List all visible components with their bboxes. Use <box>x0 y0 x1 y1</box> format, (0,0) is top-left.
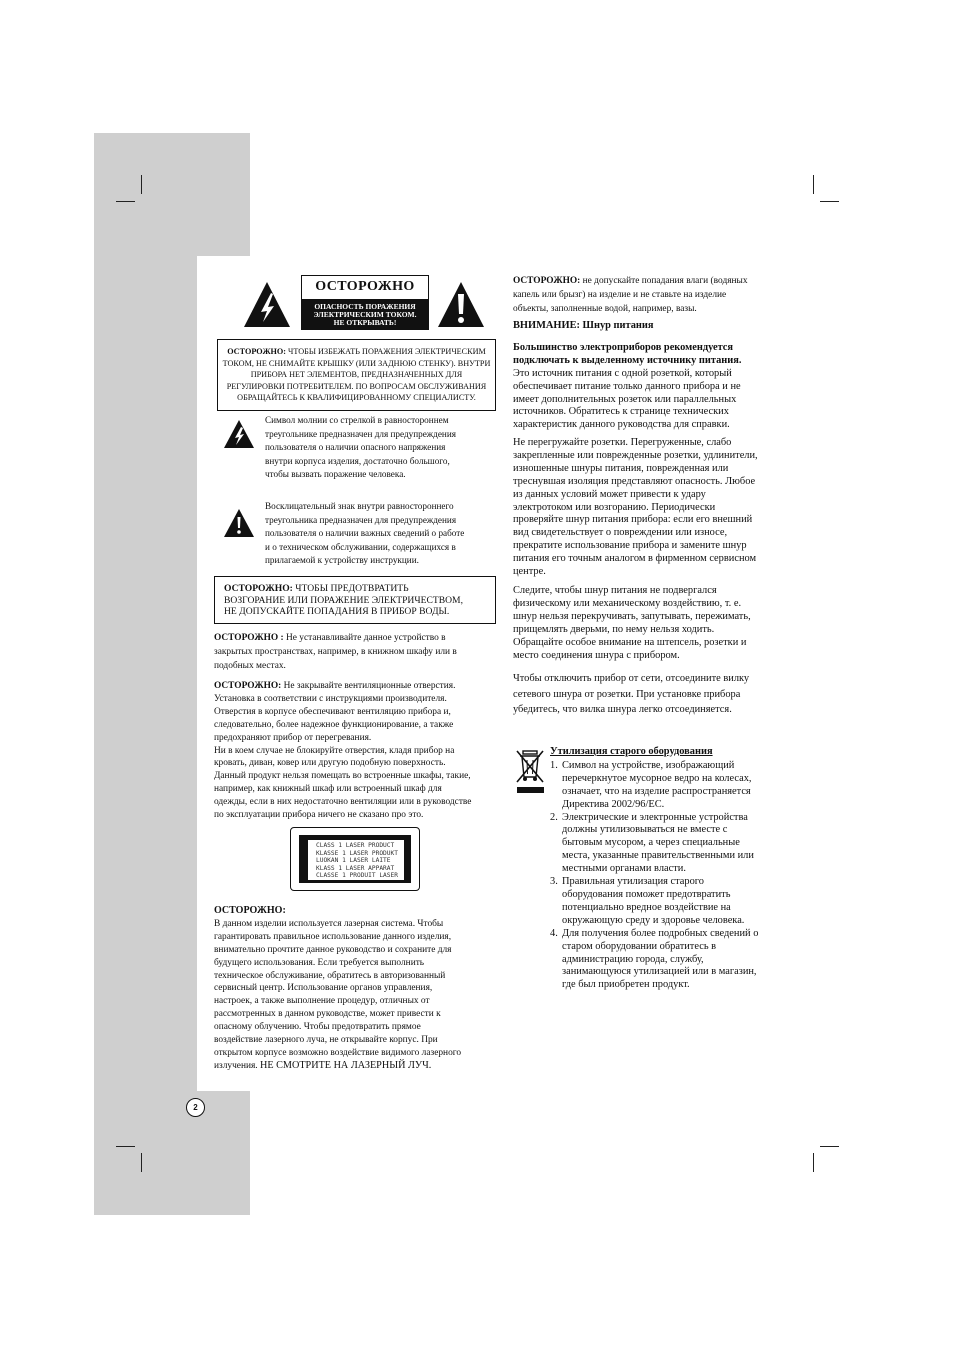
text-line: изношенные шнуры питания, поврежденная или <box>513 462 729 474</box>
list-number: 2. <box>550 811 558 823</box>
lightning-symbol-text <box>265 414 501 482</box>
text-line: потенциально вредное воздействие на <box>562 901 731 913</box>
text-line: Отверстия в корпусе обеспечивают вентиляцию прибора и, <box>214 706 451 717</box>
laser-line: KLASSE 1 LASER PRODUKT <box>316 849 398 857</box>
warning-line: ТОКОМ, НЕ СНИМАЙТЕ КРЫШКУ (ИЛИ ЗАДНЮЮ СТЕНКУ). ВНУТРИ <box>222 358 491 368</box>
text-line: Обращайте особое внимание на штепсель, розетки и <box>513 636 747 648</box>
text-line: должны утилизовываться не вместе с <box>562 824 728 836</box>
text-line: места, указанные правительственными или <box>562 850 754 862</box>
ventilation-paragraph <box>214 680 504 822</box>
text-line: Не перегружайте розетки. Перегруженные, слабо <box>513 437 732 448</box>
text-line: вид свидетельствует о повреждении или износе, <box>513 527 728 539</box>
text-line: электротоком или возгоранию. Периодически <box>513 501 716 513</box>
text-line: внутри корпуса изделия, достаточно большого, <box>265 455 450 466</box>
crop-mark <box>813 175 814 194</box>
lightning-symbol-icon <box>223 419 255 449</box>
warning-line: НЕ ДОПУСКАЙТЕ ПОПАДАНИЯ В ПРИБОР ВОДЫ. <box>224 606 450 617</box>
list-item <box>550 876 800 928</box>
text-line: например, как книжный шкаф или встроенный шкаф для <box>214 784 442 795</box>
text-line: занимающуюся утилизацией или в магазин, <box>562 966 757 978</box>
text-line: предохраняют прибор от перегревания. <box>214 732 372 743</box>
text-line: открытом корпусе возможно воздействие видимого лазерного <box>214 1047 462 1058</box>
text-line: чтобы вызвать поражение человека. <box>265 469 406 480</box>
text-line: Директива 2002/96/EC. <box>562 798 665 810</box>
power-cord-heading: ВНИМАНИЕ: Шнур питания <box>513 320 654 331</box>
text-line: администрацию города, службу, <box>562 953 704 965</box>
text-line: будущего использования. Если требуется выполнить <box>214 957 425 968</box>
lightning-triangle-icon <box>242 280 292 330</box>
laser-warning-paragraph <box>214 905 506 1073</box>
text-line: треснувшая изоляция представляют опасность. Любое <box>513 475 756 487</box>
page-number: 2 <box>186 1098 205 1117</box>
text-line: по эксплуатации прибора ничего не сказано про это. <box>214 810 424 821</box>
text-line: Не закрывайте вентиляционные отверстия. <box>281 681 456 691</box>
text-line: Это источник питания с одной розеткой, который <box>513 367 732 379</box>
text-line: окружающую среду и здоровье человека. <box>562 914 745 926</box>
text-line: физическому или механическому воздействию, т. е. <box>513 597 742 609</box>
list-number: 1. <box>550 759 558 771</box>
caution-subtext <box>302 299 428 329</box>
caution-label <box>301 275 429 330</box>
paragraph-lead: ОСТОРОЖНО: <box>513 276 581 286</box>
text-line: питания его точным аналогом в фирменном сервисном <box>513 553 757 565</box>
text-line: центре. <box>513 566 546 578</box>
text-line: обеспечивает питание только данного прибора и не <box>513 380 741 392</box>
disposal-section <box>550 746 800 992</box>
text-line: Ни в коем случае не блокируйте отверстия, кладя прибор на <box>214 745 455 756</box>
laser-line: CLASS 1 LASER PRODUCT <box>316 842 395 849</box>
text-line: прилагаемой к устройству инструкции. <box>265 555 419 566</box>
text-line: треугольника предназначен для предупреждения <box>265 514 457 525</box>
disposal-heading: Утилизация старого оборудования <box>550 746 713 757</box>
text-line: оборудования поможет предотвратить <box>562 888 731 900</box>
text-line: Данный продукт нельзя помещать во встроенные шкафы, такие, <box>214 771 471 782</box>
paragraph-lead: ОСТОРОЖНО: <box>214 681 282 691</box>
crop-mark <box>820 1146 839 1147</box>
fire-warning-box <box>214 576 496 624</box>
list-item <box>550 760 800 812</box>
warning-line: ПРИБОРА НЕТ ЭЛЕМЕНТОВ, ПРЕДНАЗНАЧЕННЫХ ДЛЯ <box>250 370 463 380</box>
laser-label-text <box>308 840 404 880</box>
text-line: и о техническом обслуживании, содержащихся в <box>265 541 456 552</box>
crossed-bin-icon <box>514 748 546 796</box>
text-line: прищемлять дверьми, по нему нельзя ходить. <box>513 623 715 635</box>
list-number: 4. <box>550 927 558 939</box>
text-line: Восклицательный знак внутри равностороннего <box>265 501 454 511</box>
text-line: убедитесь, что вилка шнура легко отсоединяется. <box>513 704 732 716</box>
exclamation-symbol-text <box>265 500 501 568</box>
laser-line: KLASS 1 LASER APPARAT <box>316 864 395 872</box>
crop-mark <box>813 1153 814 1172</box>
text-line: Для получения более подробных сведений о <box>562 927 759 939</box>
text-line: имеет дополнительных розеток или параллельных <box>513 393 737 405</box>
text-line: капель или брызг) на изделие и не ставьте на изделие <box>513 290 727 300</box>
power-cord-section <box>513 320 803 432</box>
text-line: пользователя о наличии важных сведений о работе <box>265 528 465 539</box>
crop-mark <box>141 175 142 194</box>
text-line: Следите, чтобы шнур питания не подвергался <box>513 585 717 596</box>
text-line: Электрические и электронные устройства <box>562 811 748 823</box>
text-line: из данных условий может привести к удару <box>513 488 706 500</box>
text-line: Правильная утилизация старого <box>562 876 704 888</box>
text-line: одежды, если в них недостаточно вентиляции или в руководстве <box>214 797 472 808</box>
text-line: воздействие лазерного луча, не открывайте корпус. При <box>214 1035 438 1046</box>
text-line: подобных местах. <box>214 661 286 671</box>
text-line: Не устанавливайте данное устройство в <box>283 633 446 643</box>
text-line: не допускайте попадания влаги (водяных <box>580 276 748 286</box>
text-line: Символ на устройстве, изображающий <box>562 759 735 771</box>
moisture-paragraph <box>513 274 803 316</box>
text-line: кровать, диван, ковер или другую подобную поверхность. <box>214 758 446 769</box>
warning-line: ЧТОБЫ ПРЕДОТВРАТИТЬ <box>292 583 409 594</box>
text-line: место соединения шнура с прибором. <box>513 649 680 661</box>
text-line: внимательно прочтите данное руководство и сохраните для <box>214 944 452 955</box>
disconnect-paragraph <box>513 671 803 718</box>
text-line: пользователя о наличии опасного напряжения <box>265 442 446 453</box>
text-line: рассмотренных в данном руководстве, может привести к <box>214 1009 441 1020</box>
closed-space-paragraph <box>214 631 504 673</box>
shock-warning-box <box>217 339 496 411</box>
crop-mark <box>141 1153 142 1172</box>
crop-mark <box>820 201 839 202</box>
text-line: характеристик данного руководства для справки. <box>513 419 730 431</box>
text-line: Чтобы отключить прибор от сети, отсоедините вилку <box>513 673 750 684</box>
exclamation-triangle-icon <box>436 280 486 330</box>
text-line: шнур нельзя перекручивать, запутывать, пережимать, <box>513 610 751 622</box>
text-line: старом оборудовании обратитесь в <box>562 940 717 952</box>
text-line: сетевого шнура от розетки. При установке прибора <box>513 688 741 700</box>
text-line: излучения. <box>214 1060 260 1071</box>
bold-line: Большинство электроприборов рекомендуется <box>513 341 734 353</box>
list-number: 3. <box>550 876 558 888</box>
text-line: проверяйте шнур питания прибора: если его внешний <box>513 514 753 526</box>
bold-line: подключать к выделенному источнику питания. <box>513 354 742 366</box>
text-line: объекты, заполненные водой, например, вазы. <box>513 304 697 314</box>
text-line: прекратите использование прибора и замените шнур <box>513 540 747 552</box>
warning-line: ЧТОБЫ ИЗБЕЖАТЬ ПОРАЖЕНИЯ ЭЛЕКТРИЧЕСКИМ <box>286 347 486 356</box>
text-line: Символ молнии со стрелкой в равностороннем <box>265 415 449 425</box>
text-line: треугольнике предназначен для предупреждения <box>265 428 456 439</box>
list-item <box>550 928 800 993</box>
cord-protect-paragraph <box>513 585 803 662</box>
laser-line: CLASSE 1 PRODUIT LASER <box>316 872 398 880</box>
caution-title: ОСТОРОЖНО <box>315 279 415 294</box>
disposal-list <box>550 760 800 992</box>
warning-line: ОБРАЩАЙТЕСЬ К КВАЛИФИЦИРОВАННОМУ СПЕЦИАЛИСТУ. <box>237 393 476 403</box>
warning-line: РЕГУЛИРОВКИ ПОТРЕБИТЕЛЕМ. ПО ВОПРОСАМ ОБСЛУЖИВАНИЯ <box>226 381 487 391</box>
overload-paragraph <box>513 437 803 579</box>
text-line: перечеркнутое мусорное ведро на колесах, <box>562 772 752 784</box>
exclamation-symbol-icon <box>223 508 255 538</box>
text-line: Установка в соответствии с инструкциями производителя. <box>214 693 447 704</box>
crop-mark <box>116 1146 135 1147</box>
laser-warning-heading: ОСТОРОЖНО: <box>214 905 286 916</box>
caution-sub-line: ЭЛЕКТРИЧЕСКИМ ТОКОМ. <box>313 310 417 319</box>
caution-sub-line: ОПАСНОСТЬ ПОРАЖЕНИЯ <box>314 302 416 311</box>
caution-sub-line: НЕ ОТКРЫВАТЬ! <box>333 318 397 327</box>
text-line: означает, что на изделие распространяется <box>562 785 751 797</box>
text-line: опасному облучению. Чтобы предотвратить прямое <box>214 1022 421 1033</box>
laser-label-frame <box>299 835 411 883</box>
laser-warning-caps: НЕ СМОТРИТЕ НА ЛАЗЕРНЫЙ ЛУЧ. <box>260 1059 432 1071</box>
laser-line: LUOKAN 1 LASER LAITE <box>316 857 391 865</box>
text-line: настроек, а также выполнение процедур, отличных от <box>214 996 430 1007</box>
text-line: местными органами власти. <box>562 863 686 875</box>
text-line: источников. Обратитесь к странице технических <box>513 406 729 418</box>
text-line: гарантировать правильное использование данного изделия, <box>214 931 452 942</box>
warning-line: ВОЗГОРАНИЕ ИЛИ ПОРАЖЕНИЕ ЭЛЕКТРИЧЕСТВОМ, <box>224 594 463 606</box>
text-line: закрытых пространствах, например, в книжном шкафу или в <box>214 647 457 657</box>
crop-mark <box>116 201 135 202</box>
warning-lead: ОСТОРОЖНО: <box>227 347 286 356</box>
list-item <box>550 812 800 877</box>
text-line: закрепленные или поврежденные розетки, удлинители, <box>513 449 758 461</box>
text-line: техническое обслуживание, обратитесь в авторизованный <box>214 970 446 981</box>
paragraph-lead: ОСТОРОЖНО : <box>214 633 284 643</box>
text-line: где был приобретен продукт. <box>562 979 690 991</box>
text-line: следовательно, более надежное функционирование, а также <box>214 719 454 730</box>
text-line: сервисный центр. Использование органов управления, <box>214 983 433 994</box>
laser-class-label <box>290 827 420 891</box>
text-line: В данном изделии используется лазерная система. Чтобы <box>214 918 444 929</box>
text-line: бытовым мусором, а через специальные <box>562 837 740 849</box>
warning-lead: ОСТОРОЖНО: <box>224 583 293 594</box>
